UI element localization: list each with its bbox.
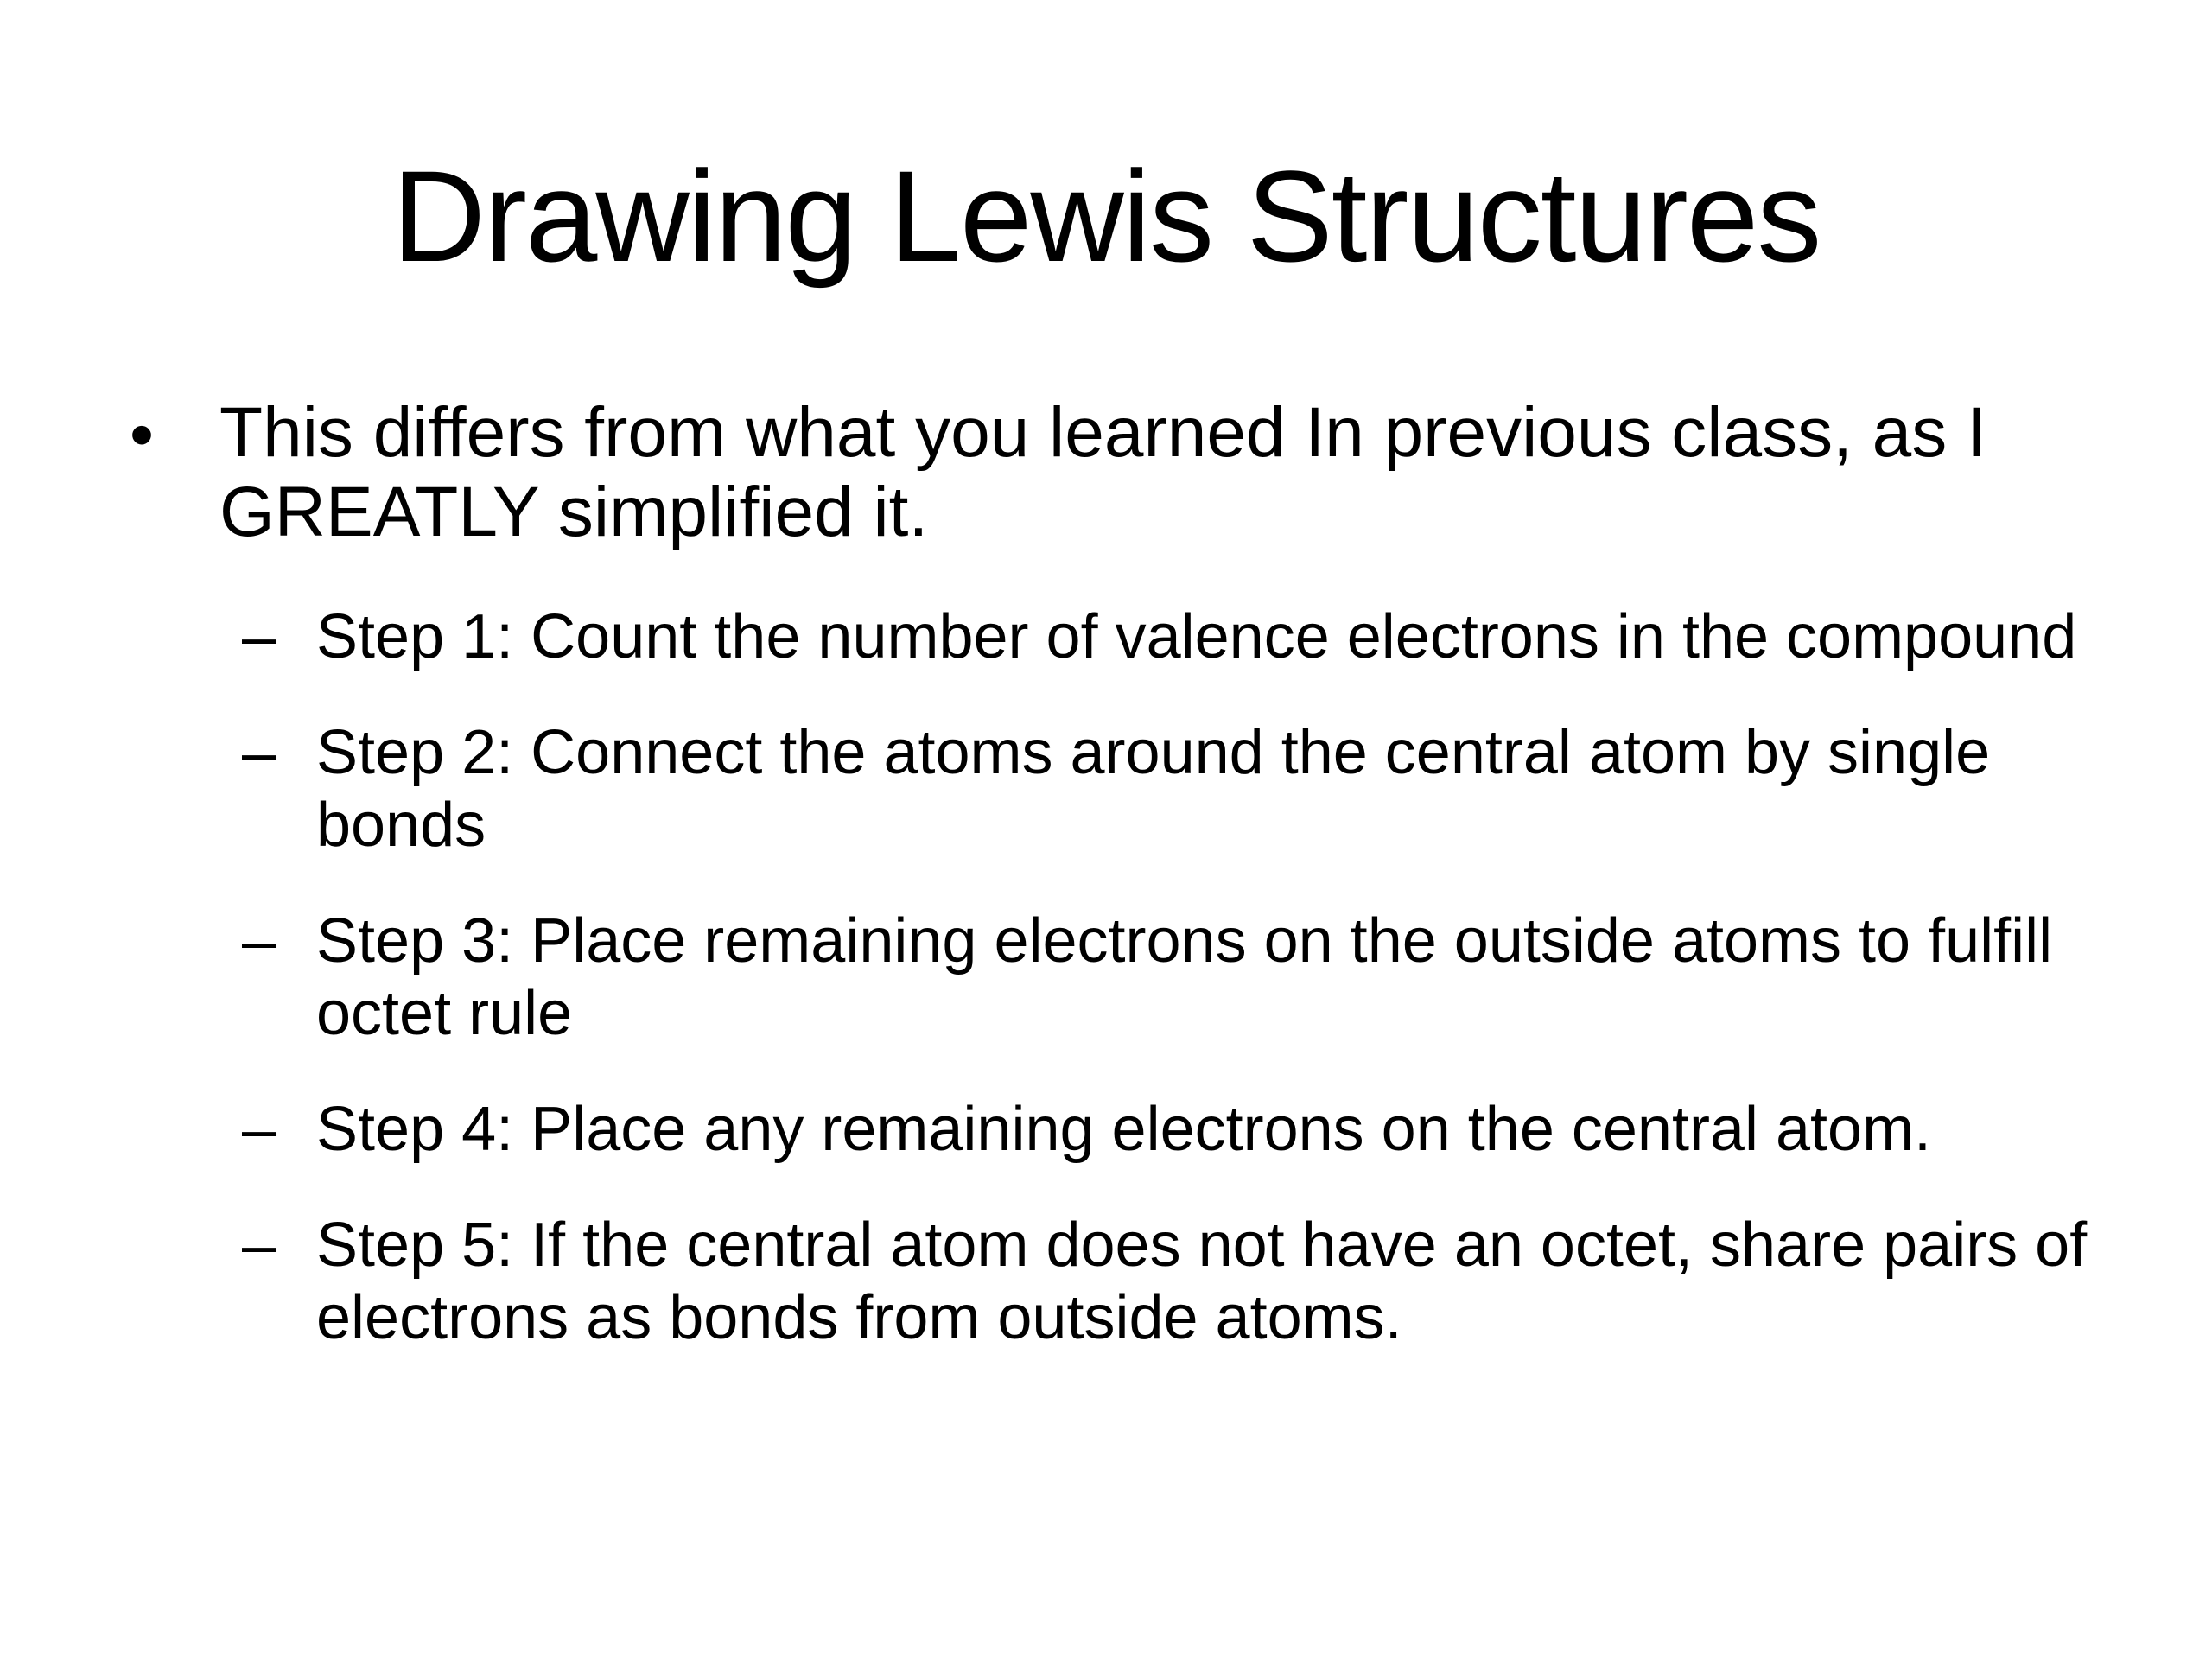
step-item-2: [242, 716, 2100, 861]
bullet-row: [130, 393, 2117, 552]
main-bullet: [130, 393, 2117, 552]
dash-marker: –: [242, 602, 277, 671]
step-text: Step 5: If the central atom does not have an octet, share pairs of electrons as bonds from outside atoms.: [316, 1211, 2088, 1352]
dash-marker: –: [242, 1211, 277, 1280]
steps-list: [242, 601, 2100, 1397]
bullet-marker: •: [130, 396, 155, 473]
step-text: Step 2: Connect the atoms around the central atom by single bonds: [316, 718, 1991, 860]
dash-marker: –: [242, 718, 277, 787]
step-text: Step 4: Place any remaining electrons on the central atom.: [316, 1095, 1932, 1164]
step-text: Step 3: Place remaining electrons on the outside atoms to fulfill octet rule: [316, 906, 2053, 1048]
slide-title: Drawing Lewis Structures: [391, 143, 1821, 289]
dash-marker: –: [242, 1095, 277, 1164]
step-item-1: [242, 601, 2100, 673]
dash-marker: –: [242, 906, 277, 976]
step-text: Step 1: Count the number of valence electrons in the compound: [316, 602, 2077, 671]
step-item-5: [242, 1209, 2100, 1354]
bullet-text: This differs from what you learned In previous class, as I GREATLY simplified it.: [219, 393, 1986, 551]
step-item-3: [242, 905, 2100, 1050]
step-item-4: [242, 1093, 2100, 1166]
